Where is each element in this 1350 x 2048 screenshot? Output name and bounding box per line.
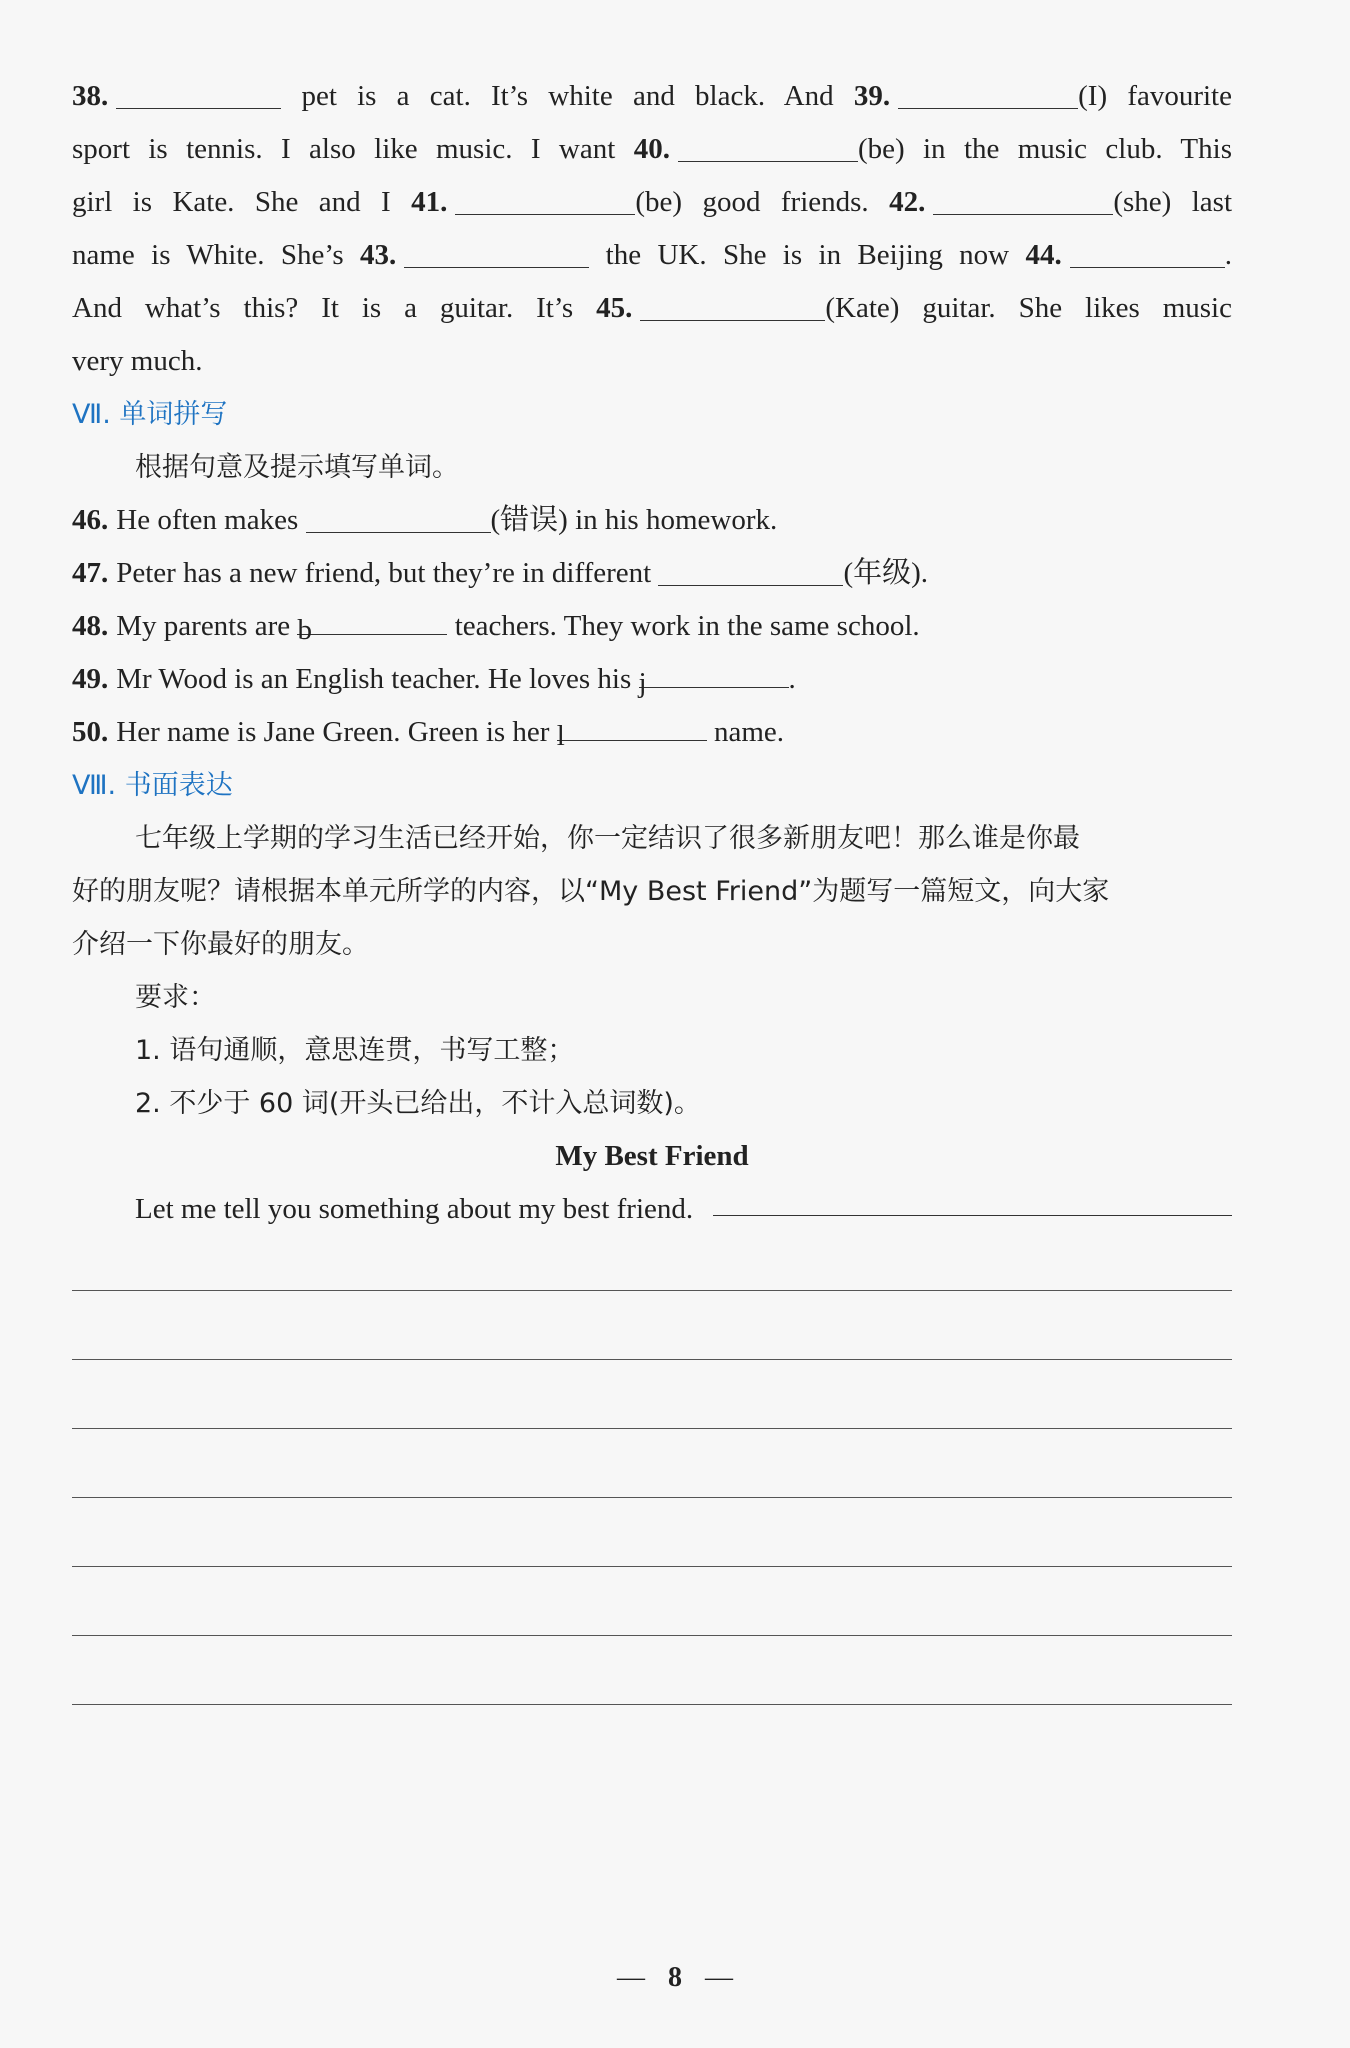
passage-text: (she) last — [1113, 186, 1233, 218]
footer-dash-right: — — [705, 1962, 733, 1993]
writing-line[interactable] — [72, 1567, 1232, 1636]
passage-text: name is White. She’s — [72, 239, 361, 271]
writing-line[interactable] — [72, 1360, 1232, 1429]
first-letter-hint: l — [556, 720, 565, 752]
writing-line[interactable] — [72, 1291, 1232, 1360]
question-number: 46. — [72, 504, 109, 536]
answer-blank[interactable] — [297, 604, 447, 646]
item-text: . — [788, 663, 796, 695]
question-number: 43. — [360, 239, 397, 271]
spelling-items — [72, 494, 1232, 759]
essay-answer-line[interactable] — [713, 1183, 1232, 1216]
requirement-1: 1. 语句通顺，意思连贯，书写工整； — [135, 1035, 575, 1066]
cloze-passage — [72, 70, 1232, 388]
writing-prompt-line-1: 七年级上学期的学习生活已经开始，你一定结识了很多新朋友吧！那么谁是你最 — [135, 823, 1080, 854]
spelling-item — [72, 600, 1232, 653]
footer-dash-left: — — [617, 1962, 645, 1993]
item-text: (错误) in his homework. — [490, 504, 778, 536]
question-number: 48. — [72, 610, 109, 642]
question-number: 45. — [596, 292, 633, 324]
section-7-instruction: 根据句意及提示填写单词。 — [135, 452, 459, 483]
writing-prompt-line-2: 好的朋友呢？请根据本单元所学的内容，以“My Best Friend”为题写一篇短文，向大家 — [72, 876, 1110, 907]
question-number: 50. — [72, 716, 109, 748]
writing-line[interactable] — [72, 1429, 1232, 1498]
cloze-line — [72, 70, 1232, 123]
passage-text: (be) good friends. — [635, 186, 890, 218]
question-number: 41. — [411, 186, 448, 218]
page-number: 8 — [668, 1962, 682, 1993]
passage-text: (Kate) guitar. She likes music — [825, 292, 1232, 324]
passage-text: the UK. She is in Beijing now — [589, 239, 1026, 271]
question-number: 38. — [72, 80, 109, 112]
passage-text: (be) in the music club. This — [857, 133, 1232, 165]
question-number: 47. — [72, 557, 109, 589]
item-text: Mr Wood is an English teacher. He loves his — [116, 663, 639, 695]
passage-text: (I) favourite — [1078, 80, 1232, 112]
passage-text: pet is a cat. It’s white and black. And — [281, 80, 854, 112]
passage-text: And what’s this? It is a guitar. It’s — [72, 292, 597, 324]
essay-writing-area[interactable] — [72, 1222, 1232, 1705]
item-text: My parents are — [116, 610, 298, 642]
answer-blank[interactable] — [678, 131, 858, 162]
answer-blank[interactable] — [638, 657, 789, 699]
answer-blank[interactable] — [1070, 237, 1225, 268]
essay-start-text: Let me tell you something about my best friend. — [135, 1193, 694, 1225]
spelling-item — [72, 494, 1232, 547]
first-letter-hint: b — [297, 614, 312, 646]
question-number: 49. — [72, 663, 109, 695]
item-text: Peter has a new friend, but they’re in different — [116, 557, 659, 589]
first-letter-hint: j — [638, 667, 647, 699]
answer-blank[interactable] — [933, 184, 1113, 215]
answer-blank[interactable] — [404, 237, 589, 268]
passage-text: girl is Kate. She and I — [72, 186, 412, 218]
answer-blank[interactable] — [455, 184, 635, 215]
essay-title: My Best Friend — [555, 1140, 749, 1172]
writing-line[interactable] — [72, 1636, 1232, 1705]
requirements-title: 要求： — [135, 982, 216, 1013]
item-text: Her name is Jane Green. Green is her — [116, 716, 557, 748]
question-number: 40. — [633, 133, 670, 165]
question-number: 42. — [889, 186, 926, 218]
page-footer — [0, 1962, 1350, 1994]
passage-text: very much. — [72, 345, 203, 377]
cloze-line — [72, 176, 1232, 229]
spelling-item — [72, 653, 1232, 706]
answer-blank[interactable] — [556, 710, 707, 752]
spelling-item — [72, 547, 1232, 600]
answer-blank[interactable] — [658, 555, 843, 586]
item-text: He often makes — [116, 504, 306, 536]
item-text: teachers. They work in the same school. — [447, 610, 920, 642]
section-8-heading: Ⅷ. 书面表达 — [72, 770, 233, 801]
item-text: (年级). — [843, 557, 929, 589]
item-text: name. — [706, 716, 785, 748]
writing-prompt-line-3: 介绍一下你最好的朋友。 — [72, 929, 369, 960]
cloze-line — [72, 123, 1232, 176]
answer-blank[interactable] — [898, 78, 1078, 109]
writing-line[interactable] — [72, 1498, 1232, 1567]
answer-blank[interactable] — [306, 502, 491, 533]
cloze-line — [72, 229, 1232, 282]
spelling-item — [72, 706, 1232, 759]
passage-text: sport is tennis. I also like music. I want — [72, 133, 634, 165]
requirement-2: 2. 不少于 60 词(开头已给出，不计入总词数)。 — [135, 1088, 701, 1119]
cloze-line — [72, 282, 1232, 335]
cloze-line — [72, 335, 1232, 388]
answer-blank[interactable] — [640, 290, 825, 321]
question-number: 39. — [853, 80, 891, 112]
answer-blank[interactable] — [116, 78, 281, 109]
passage-text: . — [1224, 239, 1232, 271]
question-number: 44. — [1025, 239, 1062, 271]
content — [72, 70, 1232, 1705]
section-7-heading: Ⅶ. 单词拼写 — [72, 399, 228, 430]
